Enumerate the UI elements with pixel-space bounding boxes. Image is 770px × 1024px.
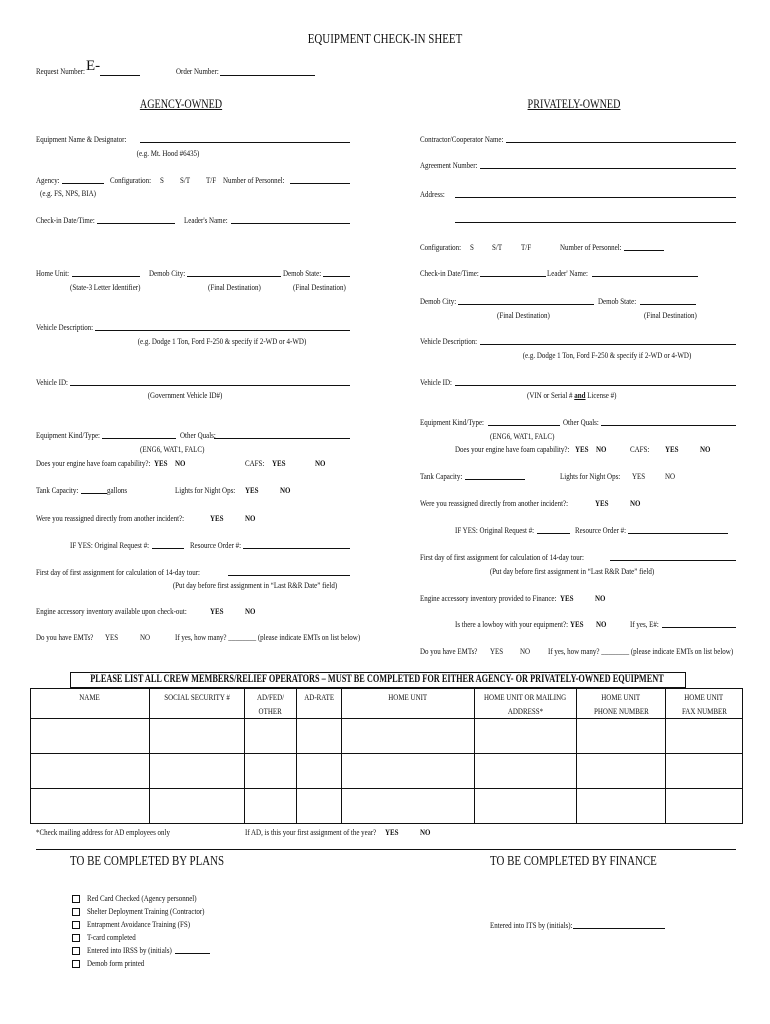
vehicle-id-label: Vehicle ID: [36,377,68,387]
p-config-st[interactable]: S/T [492,242,503,252]
finance-heading: TO BE COMPLETED BY FINANCE [490,854,657,869]
home-unit-hint: (State-3 Letter Identifier) [70,282,141,292]
its-label: Entered into ITS by (initials): [490,920,573,930]
address-label: Address: [420,189,445,199]
vehicle-id-field[interactable] [70,385,350,386]
crew-col-header-line: AD/FED/ [256,692,285,702]
agreement-field[interactable] [480,168,736,169]
p-tank-label: Tank Capacity: [420,471,463,481]
tank-field[interactable] [81,493,107,494]
crew-col-header-line: PHONE NUMBER [593,706,649,716]
order-number-label: Order Number: [176,66,219,76]
crew-cell[interactable] [341,753,475,789]
checkbox[interactable] [72,895,80,903]
plans-item-label: Demob form printed [87,958,145,968]
p-demob-state-hint: (Final Destination) [644,310,697,320]
p-leader-label: Leader' Name: [547,268,588,278]
crew-cell[interactable] [296,788,342,824]
p-lights-no[interactable]: NO [665,471,676,481]
config-tf[interactable]: T/F [206,175,217,185]
p-accessory-no[interactable]: NO [595,593,606,603]
reassigned-no[interactable]: NO [245,513,256,523]
kind-field[interactable] [102,438,176,439]
p-demob-state-field[interactable] [640,304,696,305]
p-kind-label: Equipment Kind/Type: [420,417,484,427]
crew-cell[interactable] [576,718,666,754]
config-label: Configuration: [110,175,152,185]
demob-city-hint: (Final Destination) [208,282,261,292]
leader-field[interactable] [231,223,350,224]
crew-cell[interactable] [149,753,245,789]
p-if-yes-e-label: If yes, E#: [630,619,659,629]
config-s[interactable]: S [160,175,164,185]
crew-cell[interactable] [576,753,666,789]
checkbox[interactable] [72,960,80,968]
p-config-s[interactable]: S [470,242,474,252]
emts-label: Do you have EMTs? [36,632,94,642]
reassigned-label: Were you reassigned directly from another incident?: [36,513,185,523]
p-lowboy-yes[interactable]: YES [570,619,584,629]
crew-col-header-line: HOME UNIT OR MAILING [484,692,567,702]
personnel-label: Number of Personnel: [223,175,285,185]
p-foam-no[interactable]: NO [596,444,607,454]
p-tank-field[interactable] [465,479,525,480]
crew-col-header [665,688,743,719]
kind-label: Equipment Kind/Type: [36,430,100,440]
foam-yes[interactable]: YES [154,458,168,468]
first-assign-yes[interactable]: YES [385,827,399,837]
p-reassigned-yes[interactable]: YES [595,498,609,508]
p-reassigned-no[interactable]: NO [630,498,641,508]
p-cafs-no[interactable]: NO [700,444,711,454]
p-emts-how-many: If yes, how many? ________ (please indicate EMTs on list below) [548,646,734,656]
kind-hint: (ENG6, WAT1, FALC) [140,444,205,454]
crew-cell[interactable] [244,788,297,824]
crew-col-header [296,688,342,719]
address-field-2[interactable] [455,222,736,223]
crew-cell[interactable] [30,718,150,754]
section-divider [36,849,736,850]
demob-state-hint: (Final Destination) [293,282,346,292]
emts-yes[interactable]: YES [105,632,119,642]
p-demob-city-field[interactable] [458,304,594,305]
request-number-label: Request Number: [36,66,85,76]
p-resource-order-field[interactable] [628,533,728,534]
request-number-field[interactable] [100,75,140,76]
its-field[interactable] [573,928,665,929]
p-first-day-label: First day of first assignment for calculation of 14-day tour: [420,552,584,562]
first-day-hint: (Put day before first assignment in “Last R&R Date” field) [172,580,338,590]
crew-cell[interactable] [665,718,743,754]
p-vehicle-desc-hint: (e.g. Dodge 1 Ton, Ford F-250 & specify if 2-WD or 4-WD) [522,350,692,360]
p-original-request-field[interactable] [537,533,570,534]
crew-col-header-line: SOCIAL SECURITY # [164,692,230,702]
p-personnel-field[interactable] [624,250,664,251]
crew-col-header [30,688,150,719]
agency-hint: (e.g. FS, NPS, BIA) [40,188,96,198]
crew-cell[interactable] [474,753,577,789]
other-quals-label: Other Quals: [180,430,216,440]
p-emts-no[interactable]: NO [520,646,531,656]
crew-col-header-line: FAX NUMBER [681,706,727,716]
crew-col-header [149,688,245,719]
p-checkin-label: Check-in Date/Time: [420,268,479,278]
p-lights-label: Lights for Night Ops: [560,471,621,481]
p-vin-hint [527,390,616,400]
p-vehicle-id-field[interactable] [455,385,736,386]
crew-cell[interactable] [341,788,475,824]
crew-col-header [244,688,297,719]
crew-col-header-line: ADDRESS* [507,706,544,716]
gallons-label: gallons [107,485,128,495]
private-heading: PRIVATELY-OWNED [527,96,621,111]
p-e-number-field[interactable] [662,627,736,628]
p-vin-hint-b: License #) [587,390,617,400]
crew-col-header-line: AD-RATE [304,692,334,702]
p-resource-order-label: Resource Order #: [575,525,627,535]
crew-cell[interactable] [30,788,150,824]
crew-cell[interactable] [341,718,475,754]
p-demob-city-hint: (Final Destination) [497,310,550,320]
first-assign-no[interactable]: NO [420,827,431,837]
crew-cell[interactable] [296,718,342,754]
p-accessory-label: Engine accessory inventory provided to Finance: [420,593,557,603]
equip-name-field[interactable] [140,142,350,143]
p-foam-label: Does your engine have foam capability?: [455,444,570,454]
cafs-no[interactable]: NO [315,458,326,468]
crew-cell[interactable] [149,788,245,824]
resource-order-field[interactable] [243,548,350,549]
p-kind-field[interactable] [488,425,560,426]
accessory-no[interactable]: NO [245,606,256,616]
lights-yes[interactable]: YES [245,485,259,495]
p-other-quals-label: Other Quals: [563,417,599,427]
p-first-day-hint: (Put day before first assignment in “Last R&R Date” field) [489,566,655,576]
crew-cell[interactable] [576,788,666,824]
crew-cell[interactable] [30,753,150,789]
crew-heading: PLEASE LIST ALL CREW MEMBERS/RELIEF OPERATORS – MUST BE COMPLETED FOR EITHER AGENCY- OR PRIVATELY-OWNED EQUIPMENT [90,673,664,685]
agency-label: Agency: [36,175,60,185]
p-emts-yes[interactable]: YES [490,646,504,656]
checkbox[interactable] [72,908,80,916]
crew-col-header-line: HOME UNIT [388,692,428,702]
config-st[interactable]: S/T [180,175,191,185]
reassigned-yes[interactable]: YES [210,513,224,523]
agreement-label: Agreement Number: [420,160,478,170]
checkin-field[interactable] [97,223,175,224]
lights-label: Lights for Night Ops: [175,485,236,495]
equip-name-label: Equipment Name & Designator: [36,134,127,144]
p-cafs-label: CAFS: [630,444,650,454]
p-emts-label: Do you have EMTs? [420,646,478,656]
if-yes-label: IF YES: Original Request #: [70,540,150,550]
p-vehicle-desc-field[interactable] [480,344,736,345]
crew-col-header [474,688,577,719]
p-leader-field[interactable] [592,276,698,277]
crew-col-header-line: NAME [79,692,101,702]
original-request-field[interactable] [152,548,184,549]
p-vin-hint-a: (VIN or Serial # [527,390,573,400]
first-day-field[interactable] [228,575,350,576]
p-reassigned-label: Were you reassigned directly from another incident?: [420,498,569,508]
p-lowboy-no[interactable]: NO [596,619,607,629]
demob-city-field[interactable] [187,276,281,277]
checkbox[interactable] [72,921,80,929]
p-first-day-field[interactable] [610,560,736,561]
page-title: EQUIPMENT CHECK-IN SHEET [307,32,463,47]
p-demob-state-label: Demob State: [598,296,637,306]
contractor-field[interactable] [506,142,736,143]
p-kind-hint: (ENG6, WAT1, FALC) [490,431,555,441]
crew-cell[interactable] [296,753,342,789]
plans-item-label: Shelter Deployment Training (Contractor) [87,906,205,916]
crew-cell[interactable] [665,753,743,789]
accessory-label: Engine accessory inventory available upon check-out: [36,606,187,616]
p-demob-city-label: Demob City: [420,296,457,306]
order-number-field[interactable] [220,75,315,76]
checkin-label: Check-in Date/Time: [36,215,95,225]
vehicle-desc-field[interactable] [95,330,350,331]
crew-col-header-line: OTHER [258,706,283,716]
p-lowboy-label: Is there a lowboy with your equipment?: [455,619,569,629]
p-other-quals-field[interactable] [601,425,736,426]
tank-label: Tank Capacity: [36,485,79,495]
emts-no[interactable]: NO [140,632,151,642]
p-foam-yes[interactable]: YES [575,444,589,454]
plans-item-label: Entrapment Avoidance Training (FS) [87,919,191,929]
checkbox[interactable] [72,947,80,955]
p-vin-and: and [574,390,586,400]
leader-label: Leader's Name: [184,215,228,225]
crew-col-header [341,688,475,719]
p-vehicle-id-label: Vehicle ID: [420,377,452,387]
p-cafs-yes[interactable]: YES [665,444,679,454]
crew-cell[interactable] [474,718,577,754]
plans-item-label: T-card completed [87,932,136,942]
p-personnel-label: Number of Personnel: [560,242,622,252]
crew-cell[interactable] [665,788,743,824]
home-unit-field[interactable] [72,276,140,277]
vehicle-id-hint: (Government Vehicle ID#) [147,390,223,400]
crew-note: *Check mailing address for AD employees only [36,827,170,837]
agency-heading: AGENCY-OWNED [139,96,223,111]
first-day-label: First day of first assignment for calculation of 14-day tour: [36,567,200,577]
plans-item-label: Entered into IRSS by (initials) [87,945,172,955]
demob-state-field[interactable] [323,276,350,277]
vehicle-desc-label: Vehicle Description: [36,322,94,332]
checkbox[interactable] [72,934,80,942]
resource-order-label: Resource Order #: [190,540,242,550]
p-checkin-field[interactable] [480,276,546,277]
personnel-field[interactable] [290,183,350,184]
other-quals-field[interactable] [214,438,350,439]
address-field-1[interactable] [455,197,736,198]
crew-cell[interactable] [474,788,577,824]
crew-cell[interactable] [149,718,245,754]
plans-heading: TO BE COMPLETED BY PLANS [70,854,225,869]
plans-item-label: Red Card Checked (Agency personnel) [87,893,197,903]
p-lights-yes[interactable]: YES [632,471,646,481]
cafs-yes[interactable]: YES [272,458,286,468]
crew-cell[interactable] [244,753,297,789]
home-unit-label: Home Unit: [36,268,70,278]
agency-field[interactable] [62,183,104,184]
contractor-label: Contractor/Cooperator Name: [420,134,504,144]
foam-label: Does your engine have foam capability?: [36,458,151,468]
cafs-label: CAFS: [245,458,265,468]
crew-col-header-line: HOME UNIT [601,692,641,702]
p-config-label: Configuration: [420,242,462,252]
crew-cell[interactable] [244,718,297,754]
first-assign-label: If AD, is this your first assignment of the year? [245,827,377,837]
vehicle-desc-hint: (e.g. Dodge 1 Ton, Ford F-250 & specify if 2-WD or 4-WD) [137,336,307,346]
demob-city-label: Demob City: [149,268,186,278]
p-if-yes-label: IF YES: Original Request #: [455,525,535,535]
demob-state-label: Demob State: [283,268,322,278]
p-vehicle-desc-label: Vehicle Description: [420,336,478,346]
accessory-yes[interactable]: YES [210,606,224,616]
irss-initials-field[interactable] [175,953,210,954]
foam-no[interactable]: NO [175,458,186,468]
crew-col-header [576,688,666,719]
p-accessory-yes[interactable]: YES [560,593,574,603]
request-prefix: E- [86,58,101,74]
crew-col-header-line: HOME UNIT [684,692,724,702]
lights-no[interactable]: NO [280,485,291,495]
p-config-tf[interactable]: T/F [521,242,532,252]
equip-name-hint: (e.g. Mt. Hood #6435) [136,148,200,158]
emts-how-many: If yes, how many? ________ (please indicate EMTs on list below) [175,632,361,642]
